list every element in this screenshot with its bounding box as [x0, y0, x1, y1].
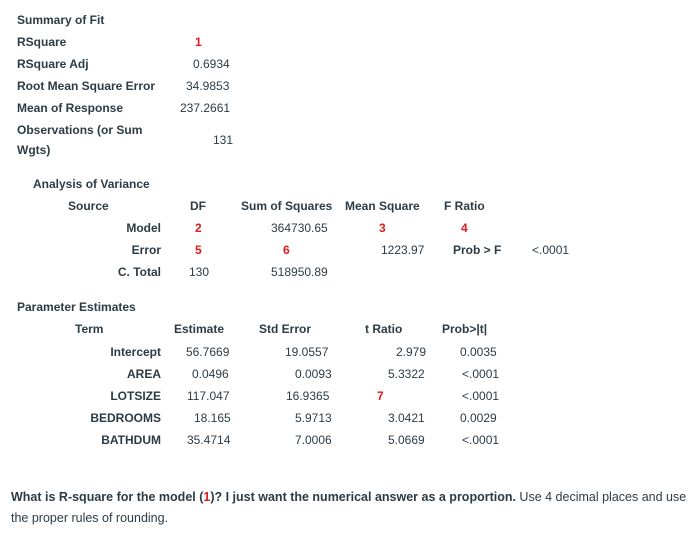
anova-f-model: 4: [461, 221, 468, 235]
param-t: 7: [377, 389, 384, 403]
param-header-estimate: Estimate: [174, 322, 225, 336]
question-bold-end: )? I just want the numerical answer as a proportion.: [210, 490, 516, 504]
anova-prob-f-label: Prob > F: [453, 243, 502, 257]
rsquare-label: RSquare: [17, 35, 67, 49]
question-ref: 1: [203, 490, 211, 504]
param-t: 2.979: [396, 345, 427, 359]
param-se: 5.9713: [295, 411, 332, 425]
anova-ss-model: 364730.65: [271, 221, 328, 235]
question-bold-start: What is R-square for the model (: [11, 490, 204, 504]
anova-df-model: 2: [195, 221, 202, 235]
param-estimate: 56.7669: [186, 345, 230, 359]
anova-header-ms: Mean Square: [345, 199, 420, 213]
anova-ss-ctotal: 518950.89: [271, 265, 328, 279]
mean-response-value: 237.2661: [180, 101, 231, 115]
param-se: 7.0006: [295, 433, 332, 447]
mean-response-label: Mean of Response: [17, 101, 124, 115]
param-estimate: 18.165: [194, 411, 231, 425]
param-term: BEDROOMS: [90, 411, 161, 425]
param-header-p: Prob>|t|: [442, 322, 488, 336]
summary-title: Summary of Fit: [17, 13, 105, 27]
param-t: 5.3322: [388, 367, 425, 381]
anova-source-model: Model: [126, 221, 161, 235]
param-t: 3.0421: [388, 411, 425, 425]
param-term: Intercept: [110, 345, 161, 359]
anova-df-error: 5: [195, 243, 202, 257]
param-estimate: 117.047: [187, 389, 230, 403]
param-estimate: 0.0496: [192, 367, 229, 381]
rsquare-value: 1: [195, 35, 202, 49]
param-p: <.0001: [462, 433, 500, 447]
anova-prob-f-value: <.0001: [532, 243, 570, 257]
param-p: <.0001: [462, 367, 500, 381]
anova-source-error: Error: [131, 243, 161, 257]
param-p: 0.0029: [460, 411, 497, 425]
param-se: 19.0557: [285, 345, 329, 359]
rsquare-adj-value: 0.6934: [193, 57, 230, 71]
anova-header-source: Source: [68, 199, 109, 213]
rmse-label: Root Mean Square Error: [17, 79, 156, 93]
anova-ms-model: 3: [379, 221, 386, 235]
observations-label-line1: Observations (or Sum: [17, 123, 143, 137]
param-header-term: Term: [75, 322, 104, 336]
param-p: 0.0035: [460, 345, 497, 359]
anova-header-ss: Sum of Squares: [241, 199, 333, 213]
param-se: 0.0093: [295, 367, 332, 381]
anova-header-df: DF: [190, 199, 206, 213]
question-rest: Use 4 decimal places and use the proper rules of rounding.: [11, 490, 687, 525]
anova-df-ctotal: 130: [189, 265, 210, 279]
observations-value: 131: [213, 133, 234, 147]
param-term: BATHDUM: [101, 433, 161, 447]
param-term: AREA: [126, 367, 161, 381]
param-se: 16.9365: [286, 389, 330, 403]
param-term: LOTSIZE: [110, 389, 161, 403]
anova-ss-error: 6: [283, 243, 290, 257]
observations-label-line2: Wgts): [17, 143, 51, 157]
rmse-value: 34.9853: [186, 79, 230, 93]
param-title: Parameter Estimates: [17, 300, 136, 314]
rsquare-adj-label: RSquare Adj: [17, 57, 89, 71]
anova-source-ctotal: C. Total: [117, 265, 161, 279]
param-header-se: Std Error: [259, 322, 312, 336]
param-p: <.0001: [462, 389, 500, 403]
param-estimate: 35.4714: [187, 433, 231, 447]
param-t: 5.0669: [388, 433, 425, 447]
question-text: [11, 487, 687, 529]
anova-ms-error: 1223.97: [381, 243, 425, 257]
anova-header-f: F Ratio: [444, 199, 485, 213]
anova-title: Analysis of Variance: [33, 177, 150, 191]
param-header-t: t Ratio: [365, 322, 403, 336]
